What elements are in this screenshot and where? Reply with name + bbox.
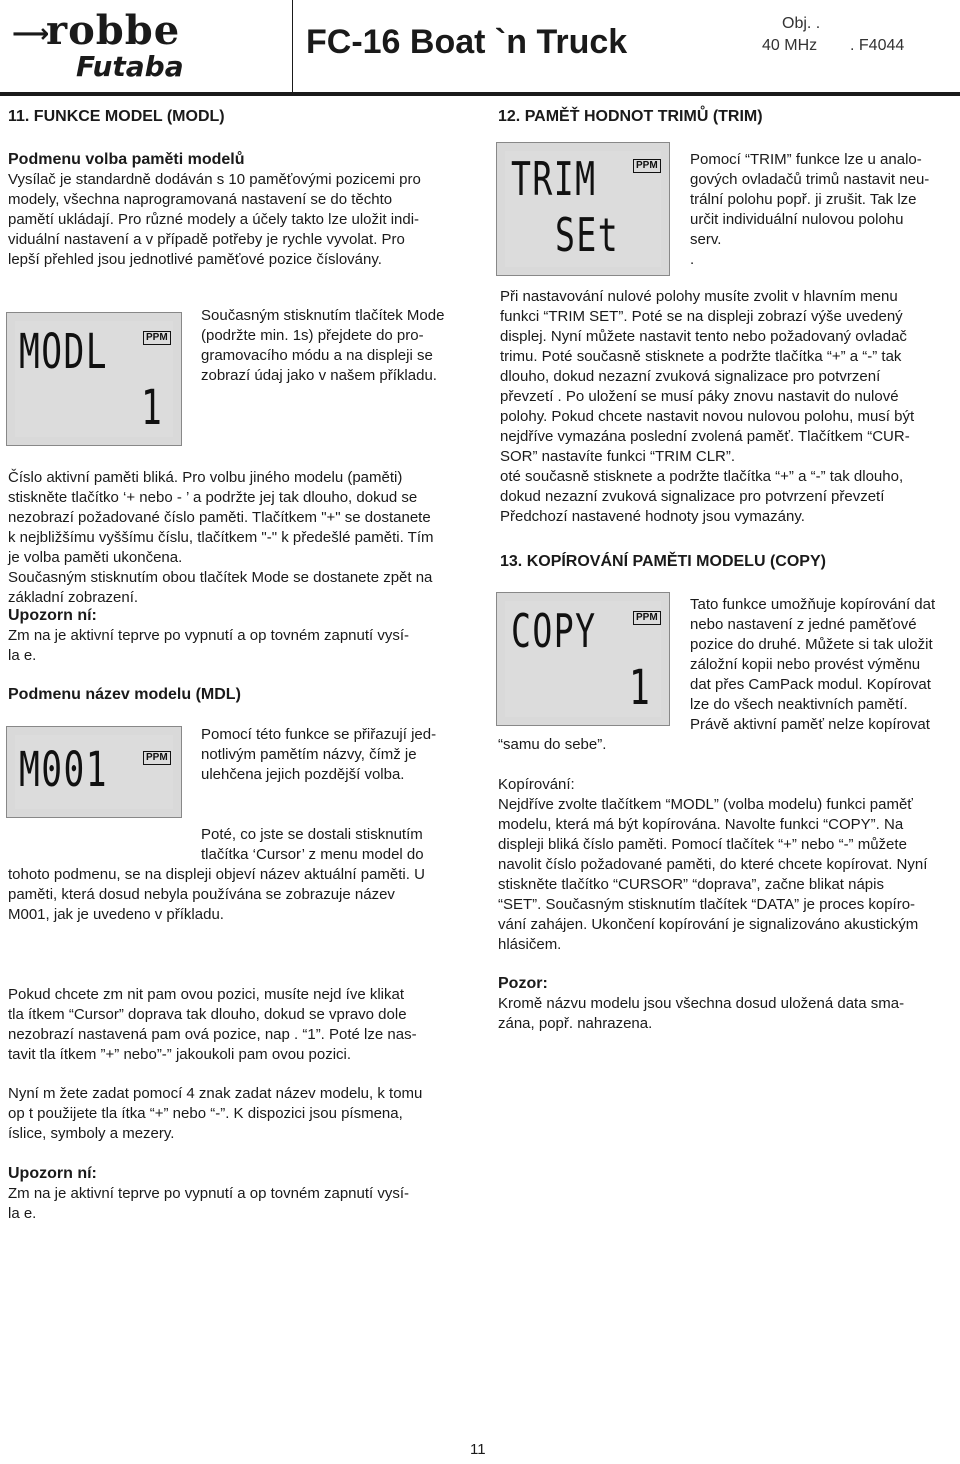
caption-line: nebo nastavení z jedné paměťové — [690, 616, 917, 633]
lcd-screen — [505, 151, 661, 267]
header-divider — [292, 0, 293, 92]
text-line: dokud nezazní zvuková signalizace pro potvrzení převzetí — [500, 488, 885, 505]
lcd-copy — [496, 592, 670, 726]
copy-paragraph — [498, 795, 956, 955]
caption-line: pozice do druhé. Můžete si tak uložit — [690, 636, 933, 653]
text-line: Poté, co jste se dostali stisknutím — [201, 826, 423, 843]
frequency: 40 MHz — [762, 37, 818, 54]
lcd-line-2: SEt — [555, 208, 620, 262]
caption-line: gramovacího módu a na displeji se — [201, 347, 433, 364]
text-line: Nejdříve zvolte tlačítkem “MODL” (volba modelu) funkci paměť — [498, 796, 913, 813]
lcd-screen — [15, 735, 173, 809]
ppm-badge: PPM — [143, 331, 171, 345]
text-line: navolit číslo požadované paměti, do které chcete kopírovat. Nyní — [498, 856, 928, 873]
note2-paragraph — [8, 1184, 464, 1224]
caption-line: záložní kopii nebo provést výměnu — [690, 656, 921, 673]
text-line: la e. — [8, 647, 37, 664]
text-line: vání zahájen. Ukončení kopírování je signalizováno akustickým — [498, 916, 919, 933]
lcd-screen — [505, 601, 661, 717]
logo-futaba-text: Futaba — [76, 50, 184, 83]
text-line: Kromě názvu modelu jsou všechna dosud uložená data sma- — [498, 995, 905, 1012]
caption-line: Tato funkce umožňuje kopírování dat — [690, 596, 936, 613]
robbe-futaba-logo — [12, 7, 207, 83]
object-number: Obj. . — [782, 15, 821, 32]
text-line: tlačítka ‘Cursor’ z menu model do — [201, 846, 424, 863]
text-line: Pokud chcete zm nit pam ovou pozici, musíte nejd íve klikat — [8, 986, 405, 1003]
note1-title: Upozorn ní: — [8, 607, 97, 624]
caption-line: Pomocí “TRIM” funkce lze u analo- — [690, 151, 922, 168]
text-line: polohy. Pokud chcete nastavit novou nulovou polohu, musí být — [500, 408, 915, 425]
text-line: la e. — [8, 1205, 37, 1222]
lcd3-caption — [690, 150, 954, 270]
lcd4-caption-tail: “samu do sebe”. — [498, 736, 607, 753]
caption-line: lze do všech neaktivních pamětí. — [690, 696, 908, 713]
text-line: displeji bliká číslo paměti. Pomocí tlačítek “+” nebo “-” můžete — [498, 836, 907, 853]
caption-line: gových ovladačů trimů nastavit neu- — [690, 171, 930, 188]
text-line: modelu, která má být kopírována. Navolte funkci “COPY”. Na — [498, 816, 904, 833]
text-line: displej. Nyní můžete nastavit tento nebo požadovaný ovladač — [500, 328, 907, 345]
text-line: zána, popř. nahrazena. — [498, 1015, 653, 1032]
ppm-badge: PPM — [633, 611, 661, 625]
warn-paragraph — [498, 994, 956, 1034]
text-line: tohoto podmenu, se na displeji objeví název aktuální paměti. U — [8, 866, 425, 883]
text-line: íslice, symboly a mezery. — [8, 1125, 175, 1142]
sub1-line: Vysílač je standardně dodáván s 10 paměťovými pozicemi pro — [8, 171, 421, 188]
text-line: “SET”. Současným stisknutím tlačítek “DATA” je proces kopíro- — [498, 896, 916, 913]
lcd1-caption — [201, 306, 463, 386]
lcd-m001 — [6, 726, 182, 818]
caption-line: . — [690, 251, 695, 268]
caption-line: Právě aktivní paměť nelze kopírovat — [690, 716, 930, 733]
logo-arrow-icon: ⟶ — [12, 18, 50, 48]
text-line: Současným stisknutím obou tlačítek Mode se dostanete zpět na — [8, 569, 433, 586]
note1-paragraph — [8, 626, 464, 666]
text-line: trimu. Poté současně stisknete a podržte tlačítka “+” a “-” tak — [500, 348, 902, 365]
ppm-badge: PPM — [633, 159, 661, 173]
text-line: funkci “TRIM SET”. Poté se na displeji zobrazí výše uvedený — [500, 308, 903, 325]
sub1-line: modely, všechna naprogramovaná nastavení se do těchto — [8, 191, 393, 208]
text-line: tla ítkem “Cursor” doprava tak dlouho, dokud se vpravo dole — [8, 1006, 407, 1023]
text-line: nezobrazí požadované číslo paměti. Tlačítkem "+" se dostanete — [8, 509, 431, 526]
caption-line: zobrazí údaj jako v našem příkladu. — [201, 367, 437, 384]
section-12-title: 12. PAMĚŤ HODNOT TRIMŮ (TRIM) — [498, 108, 763, 125]
sub2-title: Podmenu název modelu (MDL) — [8, 686, 241, 703]
text-line: M001, jak je uvedeno v příkladu. — [8, 906, 224, 923]
note2-title: Upozorn ní: — [8, 1165, 97, 1182]
cursor-paragraph — [8, 865, 464, 925]
lcd-line-1: TRIM — [511, 152, 597, 206]
logo-robbe-text: robbe — [46, 7, 181, 54]
caption-line: serv. — [690, 231, 722, 248]
text-line: převzetí . Po uložení se musí páky znovu nastavit do nulové — [500, 388, 899, 405]
lcd-modl — [6, 312, 182, 446]
caption-line: dat přes CamPack modul. Kopírovat — [690, 676, 931, 693]
blink-paragraph — [8, 468, 464, 608]
caption-line: Současným stisknutím tlačítek Mode — [201, 307, 445, 324]
header-rule — [0, 92, 960, 96]
text-line: SOR” nastavíte funkci “TRIM CLR”. — [500, 448, 736, 465]
text-line: Číslo aktivní paměti bliká. Pro volbu jiného modelu (paměti) — [8, 469, 403, 486]
sub1-title: Podmenu volba paměti modelů — [8, 151, 245, 168]
warn-title: Pozor: — [498, 975, 548, 992]
text-line: je volba paměti ukončena. — [8, 549, 183, 566]
section-11-title: 11. FUNKCE MODEL (MODL) — [8, 108, 225, 125]
text-line: základní zobrazení. — [8, 589, 139, 606]
caption-line: notlivým pamětím názvy, čímž je — [201, 746, 417, 763]
text-line: dlouho, dokud nezazní zvuková signalizace pro potvrzení — [500, 368, 881, 385]
text-line: Při nastavování nulové polohy musíte zvolit v hlavním menu — [500, 288, 898, 305]
text-line: op t použijete tla ítka “+” nebo “-”. K dispozici jsou písmena, — [8, 1105, 403, 1122]
sub1-line: lepší přehled jsou jednotlivé paměťové pozice číslovány. — [8, 251, 382, 268]
section-13-title: 13. KOPÍROVÁNÍ PAMĚTI MODELU (COPY) — [500, 553, 826, 570]
text-line: tavit tla ítkem ”+” nebo”-” jakoukoli pam ovou pozici. — [8, 1046, 352, 1063]
text-line: hlásičem. — [498, 936, 562, 953]
lcd-trim — [496, 142, 670, 276]
caption-line: trální polohu popř. ji zrušit. Tak lze — [690, 191, 917, 208]
copy-title: Kopírování: — [498, 776, 575, 793]
text-line: k nejbližšímu vyššímu číslu, tlačítkem "-" k předešlé paměti. Tím — [8, 529, 434, 546]
cursor-indent — [201, 825, 463, 865]
document-title: FC-16 Boat `n Truck — [306, 23, 628, 61]
sub1-line: viduální nastavení a v případě potřeby je rychle vyvolat. Pro — [8, 231, 405, 248]
text-line: nezobrazí nastavená pam ová pozice, nap . “1”. Poté lze nas- — [8, 1026, 417, 1043]
lcd-line-2: 1 — [629, 660, 652, 716]
caption-line: ulehčena jejich pozdější volba. — [201, 766, 405, 783]
text-line: stiskněte tlačítko ‘+ nebo - ’ a podržte jej tak dlouho, dokud se — [8, 489, 418, 506]
product-code: . F4044 — [850, 37, 905, 54]
text-line: Předchozí nastavené hodnoty jsou vymazány. — [500, 508, 805, 525]
caption-line: Pomocí této funkce se přiřazují jed- — [201, 726, 437, 743]
sub1-line: pamětí ukládají. Pro různé modely a účely takto lze uložit indi- — [8, 211, 420, 228]
text-line: stiskněte tlačítko “CURSOR” “doprava”, začne blikat nápis — [498, 876, 884, 893]
caption-line: (podržte min. 1s) přejdete do pro- — [201, 327, 424, 344]
sub1-paragraph — [8, 170, 460, 270]
lcd-screen — [15, 321, 173, 437]
caption-line: určit individuální nulovou polohu — [690, 211, 904, 228]
lcd-line-1: COPY — [511, 604, 597, 658]
ppm-badge: PPM — [143, 751, 171, 765]
lcd-line-1: MODL — [19, 324, 108, 380]
change-paragraph — [8, 985, 464, 1065]
lcd-line-1: M001 — [19, 742, 108, 798]
text-line: paměti, která dosud nebyla používána se zobrazuje název — [8, 886, 395, 903]
trim-paragraph — [500, 287, 956, 527]
text-line: oté současně stisknete a podržte tlačítka “+” a “-” tak dlouho, — [500, 468, 904, 485]
text-line: Zm na je aktivní teprve po vypnutí a op tovném zapnutí vysí- — [8, 627, 410, 644]
lcd4-caption — [690, 595, 956, 735]
text-line: Zm na je aktivní teprve po vypnutí a op tovném zapnutí vysí- — [8, 1185, 410, 1202]
text-line: nejdříve vymazána poslední zvolená paměť. Tlačítkem “CUR- — [500, 428, 910, 445]
lcd2-caption — [201, 725, 463, 785]
text-line: Nyní m žete zadat pomocí 4 znak zadat název modelu, k tomu — [8, 1085, 423, 1102]
lcd-line-2: 1 — [141, 380, 164, 436]
enter-paragraph — [8, 1084, 464, 1144]
page-number: 11 — [470, 1441, 486, 1458]
